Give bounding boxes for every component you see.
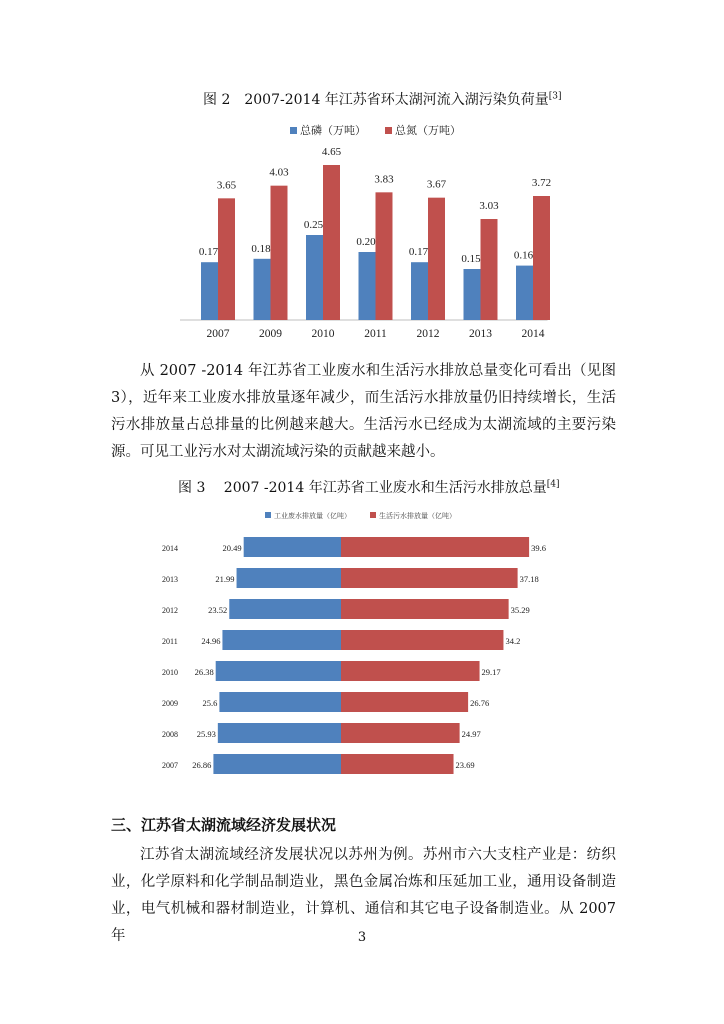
bar-industrial-wastewater: [213, 754, 341, 774]
figure2-caption-text: 图 2 2007-2014 年江苏省环太湖河流入湖污染负荷量: [203, 92, 549, 108]
figure3-caption: [178, 477, 559, 497]
data-label-domestic: 26.76: [470, 698, 490, 708]
y-tick-label: 2011: [162, 637, 178, 646]
data-label-industrial: 24.96: [201, 636, 221, 646]
figure3-caption-text: 图 3 2007 -2014 年江苏省工业废水和生活污水排放总量: [178, 480, 547, 496]
data-label-industrial: 26.38: [194, 667, 214, 677]
data-label-industrial: 20.49: [222, 543, 242, 553]
data-label-industrial: 26.86: [192, 760, 212, 770]
bar-industrial-wastewater: [218, 723, 341, 743]
x-tick-label: 2010: [311, 328, 335, 340]
bar-total-nitrogen: [533, 196, 550, 320]
y-tick-label: 2008: [162, 730, 178, 739]
x-tick-label: 2012: [416, 328, 440, 340]
bar-total-nitrogen: [218, 198, 235, 320]
data-label-nitrogen: 3.72: [531, 177, 552, 189]
bar-total-phosphorus: [201, 262, 218, 320]
legend-label: 总磷（万吨）: [300, 125, 366, 137]
data-label-nitrogen: 4.03: [269, 166, 289, 179]
bar-total-phosphorus: [359, 252, 376, 320]
bar-total-phosphorus: [306, 235, 323, 320]
pollution-load-chart: [180, 118, 570, 343]
data-label-domestic: 23.69: [455, 760, 475, 770]
legend-label: 生活污水排放量（亿吨）: [379, 512, 456, 520]
data-label-phosphorus: 0.25: [303, 219, 324, 231]
page-number: 3: [357, 930, 367, 945]
data-label-nitrogen: 3.83: [374, 173, 394, 186]
data-label-phosphorus: 0.15: [461, 253, 481, 265]
x-tick-label: 2011: [364, 328, 387, 340]
y-tick-label: 2013: [162, 575, 178, 584]
x-tick-label: 2007: [206, 328, 230, 340]
bar-domestic-sewage: [341, 630, 503, 650]
data-label-nitrogen: 4.65: [321, 146, 342, 158]
x-tick-label: 2014: [521, 328, 545, 340]
y-tick-label: 2012: [162, 606, 178, 615]
data-label-domestic: 37.18: [519, 574, 539, 584]
data-label-industrial: 21.99: [215, 574, 235, 584]
bar-total-nitrogen: [481, 219, 498, 320]
legend-swatch: [290, 127, 297, 134]
legend-label: 总氮（万吨）: [395, 125, 461, 137]
data-label-domestic: 24.97: [461, 729, 481, 739]
bar-total-nitrogen: [323, 165, 340, 320]
section-heading: 三、江苏省太湖流域经济发展状况: [111, 816, 337, 834]
x-tick-label: 2009: [259, 328, 282, 340]
paragraph-wastewater-text: 从 2007 -2014 年江苏省工业废水和生活污水排放总量变化可看出（见图 3），近年来工业废水排放量逐年减少，而生活污水排放量仍旧持续增长，生活污水排放量占总排量的比例越来越大。生活污水已经成为太湖流域的主要污染源。可见工业污水对太湖流域污染的贡献越来越小。: [111, 363, 616, 460]
bar-domestic-sewage: [341, 537, 529, 557]
bar-total-phosphorus: [254, 259, 271, 320]
y-tick-label: 2009: [162, 699, 178, 708]
wastewater-discharge-chart: [150, 503, 570, 783]
legend-label: 工业废水排放量（亿吨）: [274, 512, 351, 520]
data-label-nitrogen: 3.03: [479, 200, 499, 212]
bar-total-nitrogen: [428, 198, 445, 320]
x-tick-label: 2013: [469, 328, 492, 340]
legend-swatch: [370, 512, 376, 518]
bar-total-phosphorus: [464, 269, 481, 320]
bar-domestic-sewage: [341, 723, 460, 743]
data-label-nitrogen: 3.67: [426, 178, 447, 191]
bar-total-phosphorus: [411, 262, 428, 320]
paragraph-economy-text: 江苏省太湖流域经济发展状况以苏州为例。苏州市六大支柱产业是：纺织业，化学原料和化学制品制造业，黑色金属冶炼和压延加工业，通用设备制造业，电气机械和器材制造业，计算机、通信和其它电子设备制造业。从 2007 年: [111, 847, 616, 944]
legend-swatch: [265, 512, 271, 518]
bar-domestic-sewage: [341, 568, 518, 588]
bar-domestic-sewage: [341, 599, 509, 619]
paragraph-wastewater-trend: [111, 358, 616, 466]
data-label-industrial: 25.6: [202, 698, 218, 708]
bar-total-nitrogen: [376, 192, 393, 320]
data-label-nitrogen: 3.65: [216, 179, 237, 192]
figure2-citation: [3]: [548, 91, 562, 102]
data-label-phosphorus: 0.20: [356, 236, 376, 248]
figure3-citation: [4]: [546, 479, 560, 490]
data-label-phosphorus: 0.16: [513, 249, 534, 262]
legend-swatch: [385, 127, 392, 134]
bar-industrial-wastewater: [216, 661, 341, 681]
data-label-domestic: 34.2: [505, 636, 521, 646]
data-label-domestic: 29.17: [481, 667, 501, 677]
bar-total-phosphorus: [516, 266, 533, 320]
data-label-phosphorus: 0.18: [251, 242, 271, 255]
bar-industrial-wastewater: [237, 568, 341, 588]
bar-industrial-wastewater: [222, 630, 341, 650]
data-label-domestic: 35.29: [510, 605, 530, 615]
y-tick-label: 2014: [162, 544, 178, 553]
bar-domestic-sewage: [341, 754, 454, 774]
bar-industrial-wastewater: [229, 599, 341, 619]
data-label-phosphorus: 0.17: [198, 246, 219, 259]
bar-industrial-wastewater: [244, 537, 341, 557]
bar-domestic-sewage: [341, 661, 480, 681]
data-label-domestic: 39.6: [531, 543, 546, 553]
data-label-phosphorus: 0.17: [408, 246, 429, 259]
data-label-industrial: 23.52: [208, 605, 228, 615]
bar-domestic-sewage: [341, 692, 468, 712]
data-label-industrial: 25.93: [196, 729, 216, 739]
bar-total-nitrogen: [271, 186, 288, 320]
y-tick-label: 2007: [162, 761, 178, 770]
y-tick-label: 2010: [162, 668, 178, 677]
bar-industrial-wastewater: [219, 692, 341, 712]
figure2-caption: [203, 89, 562, 109]
